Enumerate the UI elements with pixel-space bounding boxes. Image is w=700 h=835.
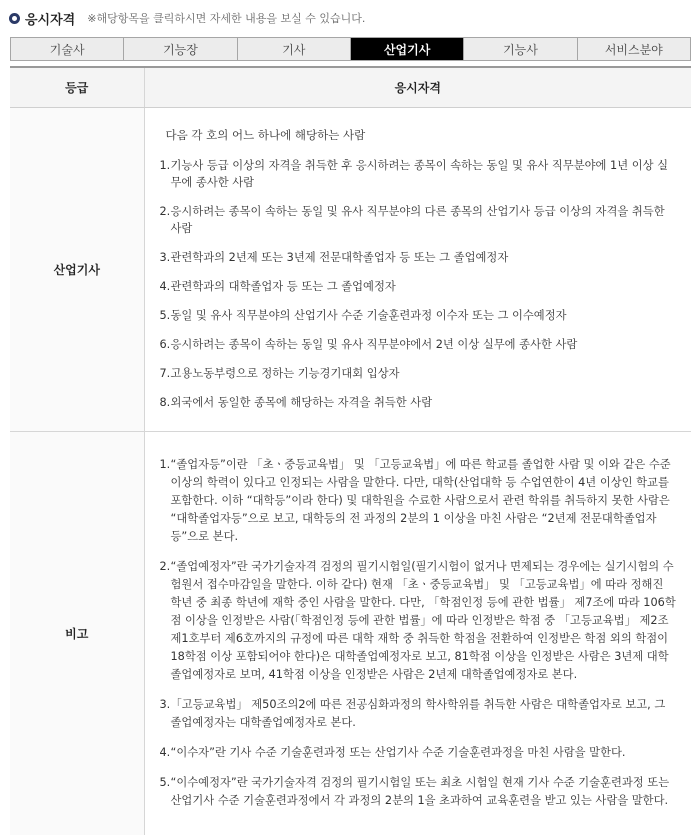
item-text: 응시하려는 종목이 속하는 동일 및 유사 직무분야의 다른 종목의 산업기사 등급 이상의 자격을 취득한 사람 (170, 205, 665, 235)
remarks-list (160, 456, 678, 810)
item-number: 5. (159, 776, 171, 789)
item-number: 2. (159, 560, 171, 573)
list-item (160, 774, 678, 810)
item-text: 관련학과의 2년제 또는 3년제 전문대학졸업자 등 또는 그 졸업예정자 (170, 251, 509, 264)
list-item (160, 394, 678, 411)
item-text: 관련학과의 대학졸업자 등 또는 그 졸업예정자 (170, 280, 396, 293)
column-header-qualification: 응시자격 (144, 67, 691, 107)
tab-engineer[interactable]: 기사 (238, 38, 351, 60)
tab-industrial-engineer[interactable]: 산업기사 (351, 38, 464, 60)
item-number: 3. (159, 251, 171, 264)
item-text: 고용노동부령으로 정하는 기능경기대회 입상자 (170, 367, 400, 380)
grade-tabs (10, 37, 691, 61)
item-number: 6. (159, 338, 171, 351)
remarks-cell (144, 431, 691, 835)
qualification-cell (144, 107, 691, 431)
list-item (160, 456, 678, 546)
item-text: “이수자”란 기사 수준 기술훈련과정 또는 산업기사 수준 기술훈련과정을 마친 사람을 말한다. (170, 746, 626, 759)
item-number: 3. (159, 698, 171, 711)
item-text: “졸업자등”이란 「초ㆍ중등교육법」 및 「고등교육법」에 따른 학교를 졸업한 사람 및 이와 같은 수준 이상의 학력이 있다고 인정되는 사람을 말한다. 다만, 대학(산업대학 등 수업연한이 4년 이상인 학교를 포함한다. 이하 “대학등”이라 한다) 및 대학원을 수료한 사람으로서 관련 학위를 취득하지 못한 사람은 “대학졸업자등”으로 보고, 대학등의 전 과정의 2분의 1 이상을 마친 사람은 “2년제 전문대학졸업자등”으로 본다. (170, 458, 671, 543)
item-text: 응시하려는 종목이 속하는 동일 및 유사 직무분야에서 2년 이상 실무에 종사한 사람 (170, 338, 578, 351)
item-text: “이수예정자”란 국가기술자격 검정의 필기시험일 또는 최초 시험일 현재 기사 수준 기술훈련과정 또는 산업기사 수준 기술훈련과정에서 각 과정의 2분의 1을 초과하여 교육훈련을 받고 있는 사람을 말한다. (170, 776, 670, 807)
item-text: 기능사 등급 이상의 자격을 취득한 후 응시하려는 종목이 속하는 동일 및 유사 직무분야에 1년 이상 실무에 종사한 사람 (170, 159, 669, 189)
column-header-grade: 등급 (10, 67, 144, 107)
item-number: 1. (159, 159, 171, 172)
list-item (160, 249, 678, 266)
table-row (10, 107, 691, 431)
bullet-icon (9, 13, 20, 24)
tab-professional-engineer[interactable]: 기술사 (11, 38, 124, 60)
list-item (160, 365, 678, 382)
list-item (160, 278, 678, 295)
list-item (160, 203, 678, 237)
item-text: 외국에서 동일한 종목에 해당하는 자격을 취득한 사람 (170, 396, 433, 409)
list-item (160, 336, 678, 353)
item-number: 4. (159, 746, 171, 759)
help-note: ※해당항목을 클릭하시면 자세한 내용을 보실 수 있습니다. (87, 12, 366, 25)
list-item (160, 558, 678, 684)
grade-cell: 산업기사 (10, 107, 144, 431)
list-item (160, 307, 678, 324)
item-number: 4. (159, 280, 171, 293)
item-number: 8. (159, 396, 171, 409)
item-text: “졸업예정자”란 국가기술자격 검정의 필기시험일(필기시험이 없거나 면제되는 경우에는 실기시험의 수험원서 접수마감일을 말한다. 이하 같다) 현재 「초ㆍ중등교육법」 및 「고등교육법」에 따라 정해진 학년 중 최종 학년에 재학 중인 사람을 말한다. 다만, 「학점인정 등에 관한 법률」 제7조에 따라 106학점 이상을 인정받은 사람(「학점인정 등에 관한 법률」에 따라 인정받은 학점 중 「고등교육법」 제2조제1호부터 제6호까지의 규정에 따른 대학 재학 중 취득한 학점을 전환하여 인정받은 학점 외의 학점이 18학점 이상 포함되어야 한다)은 대학졸업예정자로 보고, 81학점 이상을 인정받은 사람은 3년제 대학졸업예정자로 보며, 41학점 이상을 인정받은 사람은 2년제 대학졸업예정자로 본다. (170, 560, 676, 681)
item-number: 1. (159, 458, 171, 471)
table-header-row (10, 67, 691, 107)
item-number: 2. (159, 205, 171, 218)
list-item (160, 744, 678, 762)
list-item (160, 696, 678, 732)
list-item (160, 157, 678, 191)
tab-service-field[interactable]: 서비스분야 (604, 42, 663, 57)
item-text: 동일 및 유사 직무분야의 산업기사 수준 기술훈련과정 이수자 또는 그 이수예정자 (170, 309, 567, 322)
remarks-label-cell: 비고 (10, 431, 144, 835)
tab-master-craftsman[interactable]: 기능장 (124, 38, 237, 60)
item-number: 7. (159, 367, 171, 380)
item-number: 5. (159, 309, 171, 322)
tab-craftsman[interactable]: 기능사 (464, 38, 577, 60)
item-text: 「고등교육법」 제50조의2에 따른 전공심화과정의 학사학위를 취득한 사람은 대학졸업자로 보고, 그 졸업예정자는 대학졸업예정자로 본다. (170, 698, 666, 729)
table-row (10, 431, 691, 835)
section-title: 응시자격 (25, 12, 76, 28)
section-header (9, 9, 365, 27)
qualification-list (160, 157, 678, 411)
qualification-intro: 다음 각 호의 어느 하나에 해당하는 사람 (165, 128, 366, 142)
qualification-table (10, 66, 691, 835)
